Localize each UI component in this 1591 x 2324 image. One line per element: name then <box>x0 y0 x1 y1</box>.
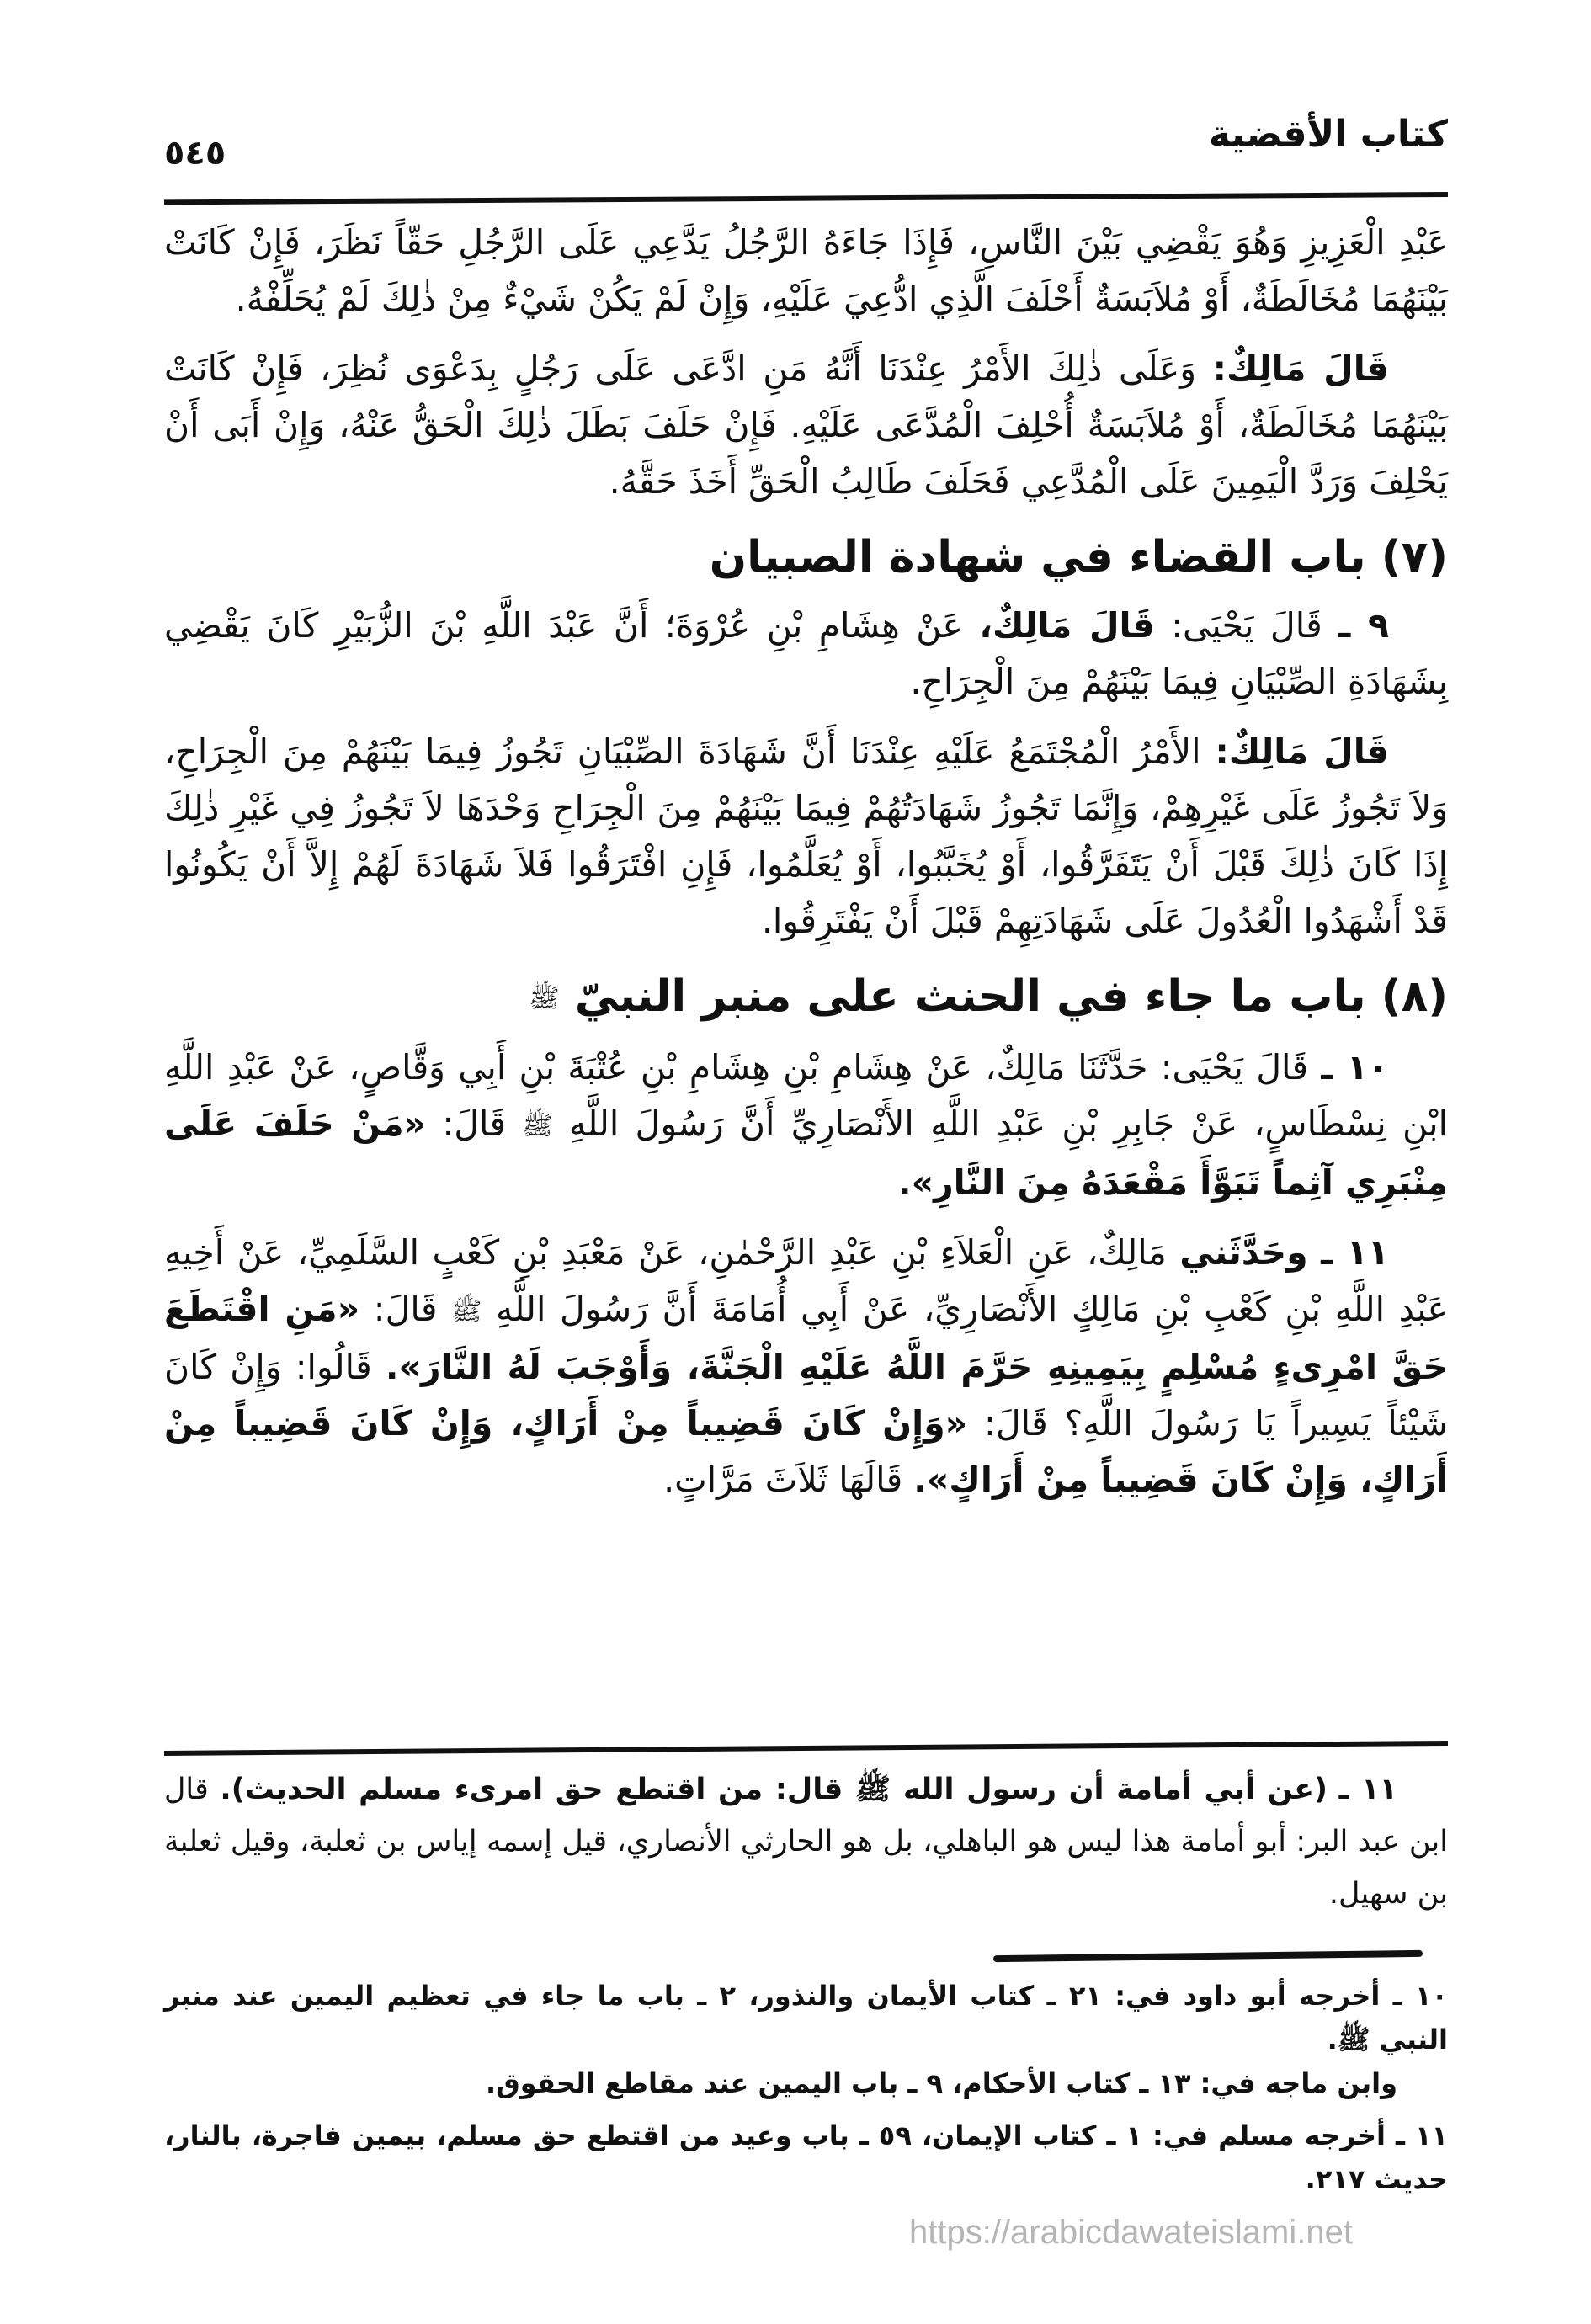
hadith-11 <box>164 1225 1448 1509</box>
chapter-heading-7: (٧) باب القضاء في شهادة الصبيان <box>709 532 1448 582</box>
hadith-11-closing: قَالَهَا ثَلاَثَ مَرَّاتٍ. <box>663 1460 903 1500</box>
malik-note-1 <box>164 341 1448 510</box>
hadith-10 <box>164 1040 1448 1211</box>
footnote-number: ١٠ ـ <box>1392 1980 1449 2012</box>
malik-note-1-text: وَعَلَى ذٰلِكَ الأَمْرُ عِنْدَنَا أَنَّهُ مَنِ ادَّعَى عَلَى رَجُلٍ بِدَعْوَى نُظِرَ، فَإِنْ كَانَتْ بَيْنَهُمَا مُخَالَطَةٌ، أَوْ مُلاَبَسَةٌ أُحْلِفَ الْمُدَّعَى عَلَيْهِ. فَإِنْ حَلَفَ بَطَلَ ذٰلِكَ الْحَقُّ عَنْهُ، وَإِنْ أَبَى أَنْ يَحْلِفَ وَرَدَّ الْيَمِينَ عَلَى الْمُدَّعِي فَحَلَفَ طَالِبُ الْحَقِّ أَخَذَ حَقَّهُ. <box>164 348 1448 502</box>
hadith-number: ١١ ـ <box>1321 1231 1389 1273</box>
hadith-9 <box>164 598 1448 710</box>
hadith-11-said: قَالَ: <box>373 1288 438 1329</box>
footnote-rule <box>993 1950 1423 1962</box>
footnote-text: أخرجه مسلم في: ١ ـ كتاب الإيمان، ٥٩ ـ باب وعيد من اقتطع حق مسلم، بيمين فاجرة، بالنار، حديث ٢١٧. <box>164 2119 1448 2195</box>
hadith-9-text: عَنْ هِشَامِ بْنِ عُرْوَةَ؛ أَنَّ عَبْدَ اللَّهِ بْنَ الزُّبَيْرِ كَانَ يَقْضِي بِشَهَادَةِ الصِّبْيَانِ فِيمَا بَيْنَهُمْ مِنَ الْجِرَاحِ. <box>164 605 1448 702</box>
footnote <box>164 2114 1448 2201</box>
opening-text: عَبْدِ الْعَزِيزِ وَهُوَ يَقْضِي بَيْنَ النَّاسِ، فَإِذَا جَاءَهُ الرَّجُلُ يَدَّعِي عَلَى الرَّجُلِ حَقّاً نَظَرَ، فَإِنْ كَانَتْ بَيْنَهُمَا مُخَالَطَةٌ، أَوْ مُلاَبَسَةٌ أَحْلَفَ الَّذِي ادُّعِيَ عَلَيْهِ، وَإِنْ لَمْ يَكُنْ شَيْءٌ مِنْ ذٰلِكَ لَمْ يُحَلِّفْهُ. <box>164 222 1448 319</box>
running-header <box>164 109 1448 177</box>
opening-paragraph <box>164 215 1448 327</box>
salutation-icon: ﷺ <box>529 984 560 1013</box>
hadith-10-text: قَالَ يَحْيَى: حَدَّثَنَا مَالِكٌ، عَنْ هِشَامِ بْنِ هِشَامِ بْنِ عُتْبَةَ بْنِ أَبِي وَقَّاصٍ، عَنْ عَبْدِ اللَّهِ ابْنِ نِسْطَاسٍ، عَنْ جَابِرِ بْنِ عَبْدِ اللَّهِ الأَنْصَارِيِّ أَنَّ رَسُولَ اللَّهِ <box>164 1047 1448 1144</box>
malik-note-2-text: الأَمْرُ الْمُجْتَمَعُ عَلَيْهِ عِنْدَنَا أَنَّ شَهَادَةَ الصِّبْيَانِ تَجُوزُ فِيمَا بَيْنَهُمْ مِنَ الْجِرَاحِ، وَلاَ تَجُوزُ عَلَى غَيْرِهِمْ، وَإِنَّمَا تَجُوزُ شَهَادَتُهُمْ فِيمَا بَيْنَهُمْ مِنَ الْجِرَاحِ وَحْدَهَا لاَ تَجُوزُ فِي غَيْرِ ذٰلِكَ إِذَا كَانَ ذٰلِكَ قَبْلَ أَنْ يَتَفَرَّقُوا، أَوْ يُخَبَّبُوا، أَوْ يُعَلَّمُوا، فَإِنِ افْتَرَقُوا فَلاَ شَهَادَةَ لَهُمْ إِلاَّ أَنْ يَكُونُوا قَدْ أَشْهَدُوا الْعُدُولَ عَلَى شَهَادَتِهِمْ قَبْلَ أَنْ يَفْتَرِقُوا. <box>164 731 1448 941</box>
prophetic-speech: «وَإِنْ كَانَ قَضِيباً مِنْ أَرَاكٍ، وَإِنْ كَانَ قَضِيباً مِنْ أَرَاكٍ، وَإِنْ كَانَ قَضِيباً مِنْ أَرَاكٍ». <box>164 1403 1448 1500</box>
hadith-number: ١٠ ـ <box>1321 1047 1389 1088</box>
footnote-continuation: وابن ماجه في: ١٣ ـ كتاب الأحكام، ٩ ـ باب اليمين عند مقاطع الحقوق. <box>485 2067 1397 2099</box>
commentary-rule <box>164 1741 1448 1756</box>
footnote-text: أخرجه أبو داود في: ٢١ ـ كتاب الأيمان والنذور، ٢ ـ باب ما جاء في تعظيم اليمين عند منبر النبي ﷺ. <box>164 1980 1448 2055</box>
footnote-number: ١١ ـ <box>1396 2119 1449 2151</box>
header-rule <box>164 192 1448 205</box>
hadith-11-question: قَالُوا: وَإِنْ كَانَ شَيْئاً يَسِيراً يَا رَسُولَ اللَّهِ؟ قَالَ: <box>164 1347 1448 1444</box>
commentary <box>164 1763 1448 1920</box>
main-text <box>164 215 1448 1522</box>
book-title: كتاب الأقضية <box>1208 113 1448 156</box>
salutation-icon: ﷺ <box>451 1296 482 1326</box>
hadith-number: ٩ ـ <box>1338 605 1389 646</box>
hadith-11-text: مَالِكٌ، عَنِ الْعَلاَءِ بْنِ عَبْدِ الرَّحْمٰنِ، عَنْ مَعْبَدِ بْنِ كَعْبٍ السَّلَمِيِّ، عَنْ أَخِيهِ عَبْدِ اللَّهِ بْنِ كَعْبِ بْنِ مَالِكٍ الأَنْصَارِيِّ، عَنْ أَبِي أُمَامَةَ أَنَّ رَسُولَ اللَّهِ <box>164 1231 1448 1329</box>
narration-label: وحَدَّثَني <box>1179 1231 1308 1273</box>
watermark-url: https://arabicdawateislami.net <box>909 2214 1353 2251</box>
malik-label: قَالَ مَالِكٌ: <box>1212 348 1389 389</box>
prophetic-speech: «مَنِ اقْتَطَعَ حَقَّ امْرِىءٍ مُسْلِمٍ بِيَمِينِهِ حَرَّمَ اللَّهُ عَلَيْهِ الْجَنَّةَ، وَأَوْجَبَ لَهُ النَّارَ». <box>164 1288 1448 1387</box>
hadith-9-intro: قَالَ يَحْيَى: <box>1171 605 1322 646</box>
commentary-text: قال ابن عبد البر: أبو أمامة هذا ليس هو الباهلي، بل هو الحارثي الأنصاري، قيل إسمه إياس بن ثعلبة، وقيل ثعلبة بن سهيل. <box>164 1773 1448 1911</box>
commentary-quote: (عن أبي أمامة أن رسول الله ﷺ قال: من اقتطع حق امرىء مسلم الحديث). <box>220 1773 1328 1806</box>
footnote <box>164 1974 1448 2105</box>
prophetic-speech: «مَنْ حَلَفَ عَلَى مِنْبَرِي آثِماً تَبَوَّأَ مَقْعَدَهُ مِنَ النَّارِ». <box>164 1104 1448 1203</box>
commentary-note <box>164 1763 1448 1920</box>
footnotes <box>164 1974 1448 2210</box>
chapter-heading-8 <box>164 963 1448 1033</box>
hadith-10-said: قَالَ: <box>442 1104 507 1144</box>
malik-label: قَالَ مَالِكٌ: <box>1215 731 1389 772</box>
chapter-heading-8-text: (٨) باب ما جاء في الحنث على منبر النبيّ <box>574 971 1448 1022</box>
page-number: ٥٤٥ <box>164 134 226 173</box>
salutation-icon: ﷺ <box>522 1111 553 1141</box>
malik-label: قَالَ مَالِكٌ، <box>979 605 1155 646</box>
commentary-number: ١١ ـ <box>1338 1773 1397 1806</box>
malik-note-2 <box>164 724 1448 949</box>
